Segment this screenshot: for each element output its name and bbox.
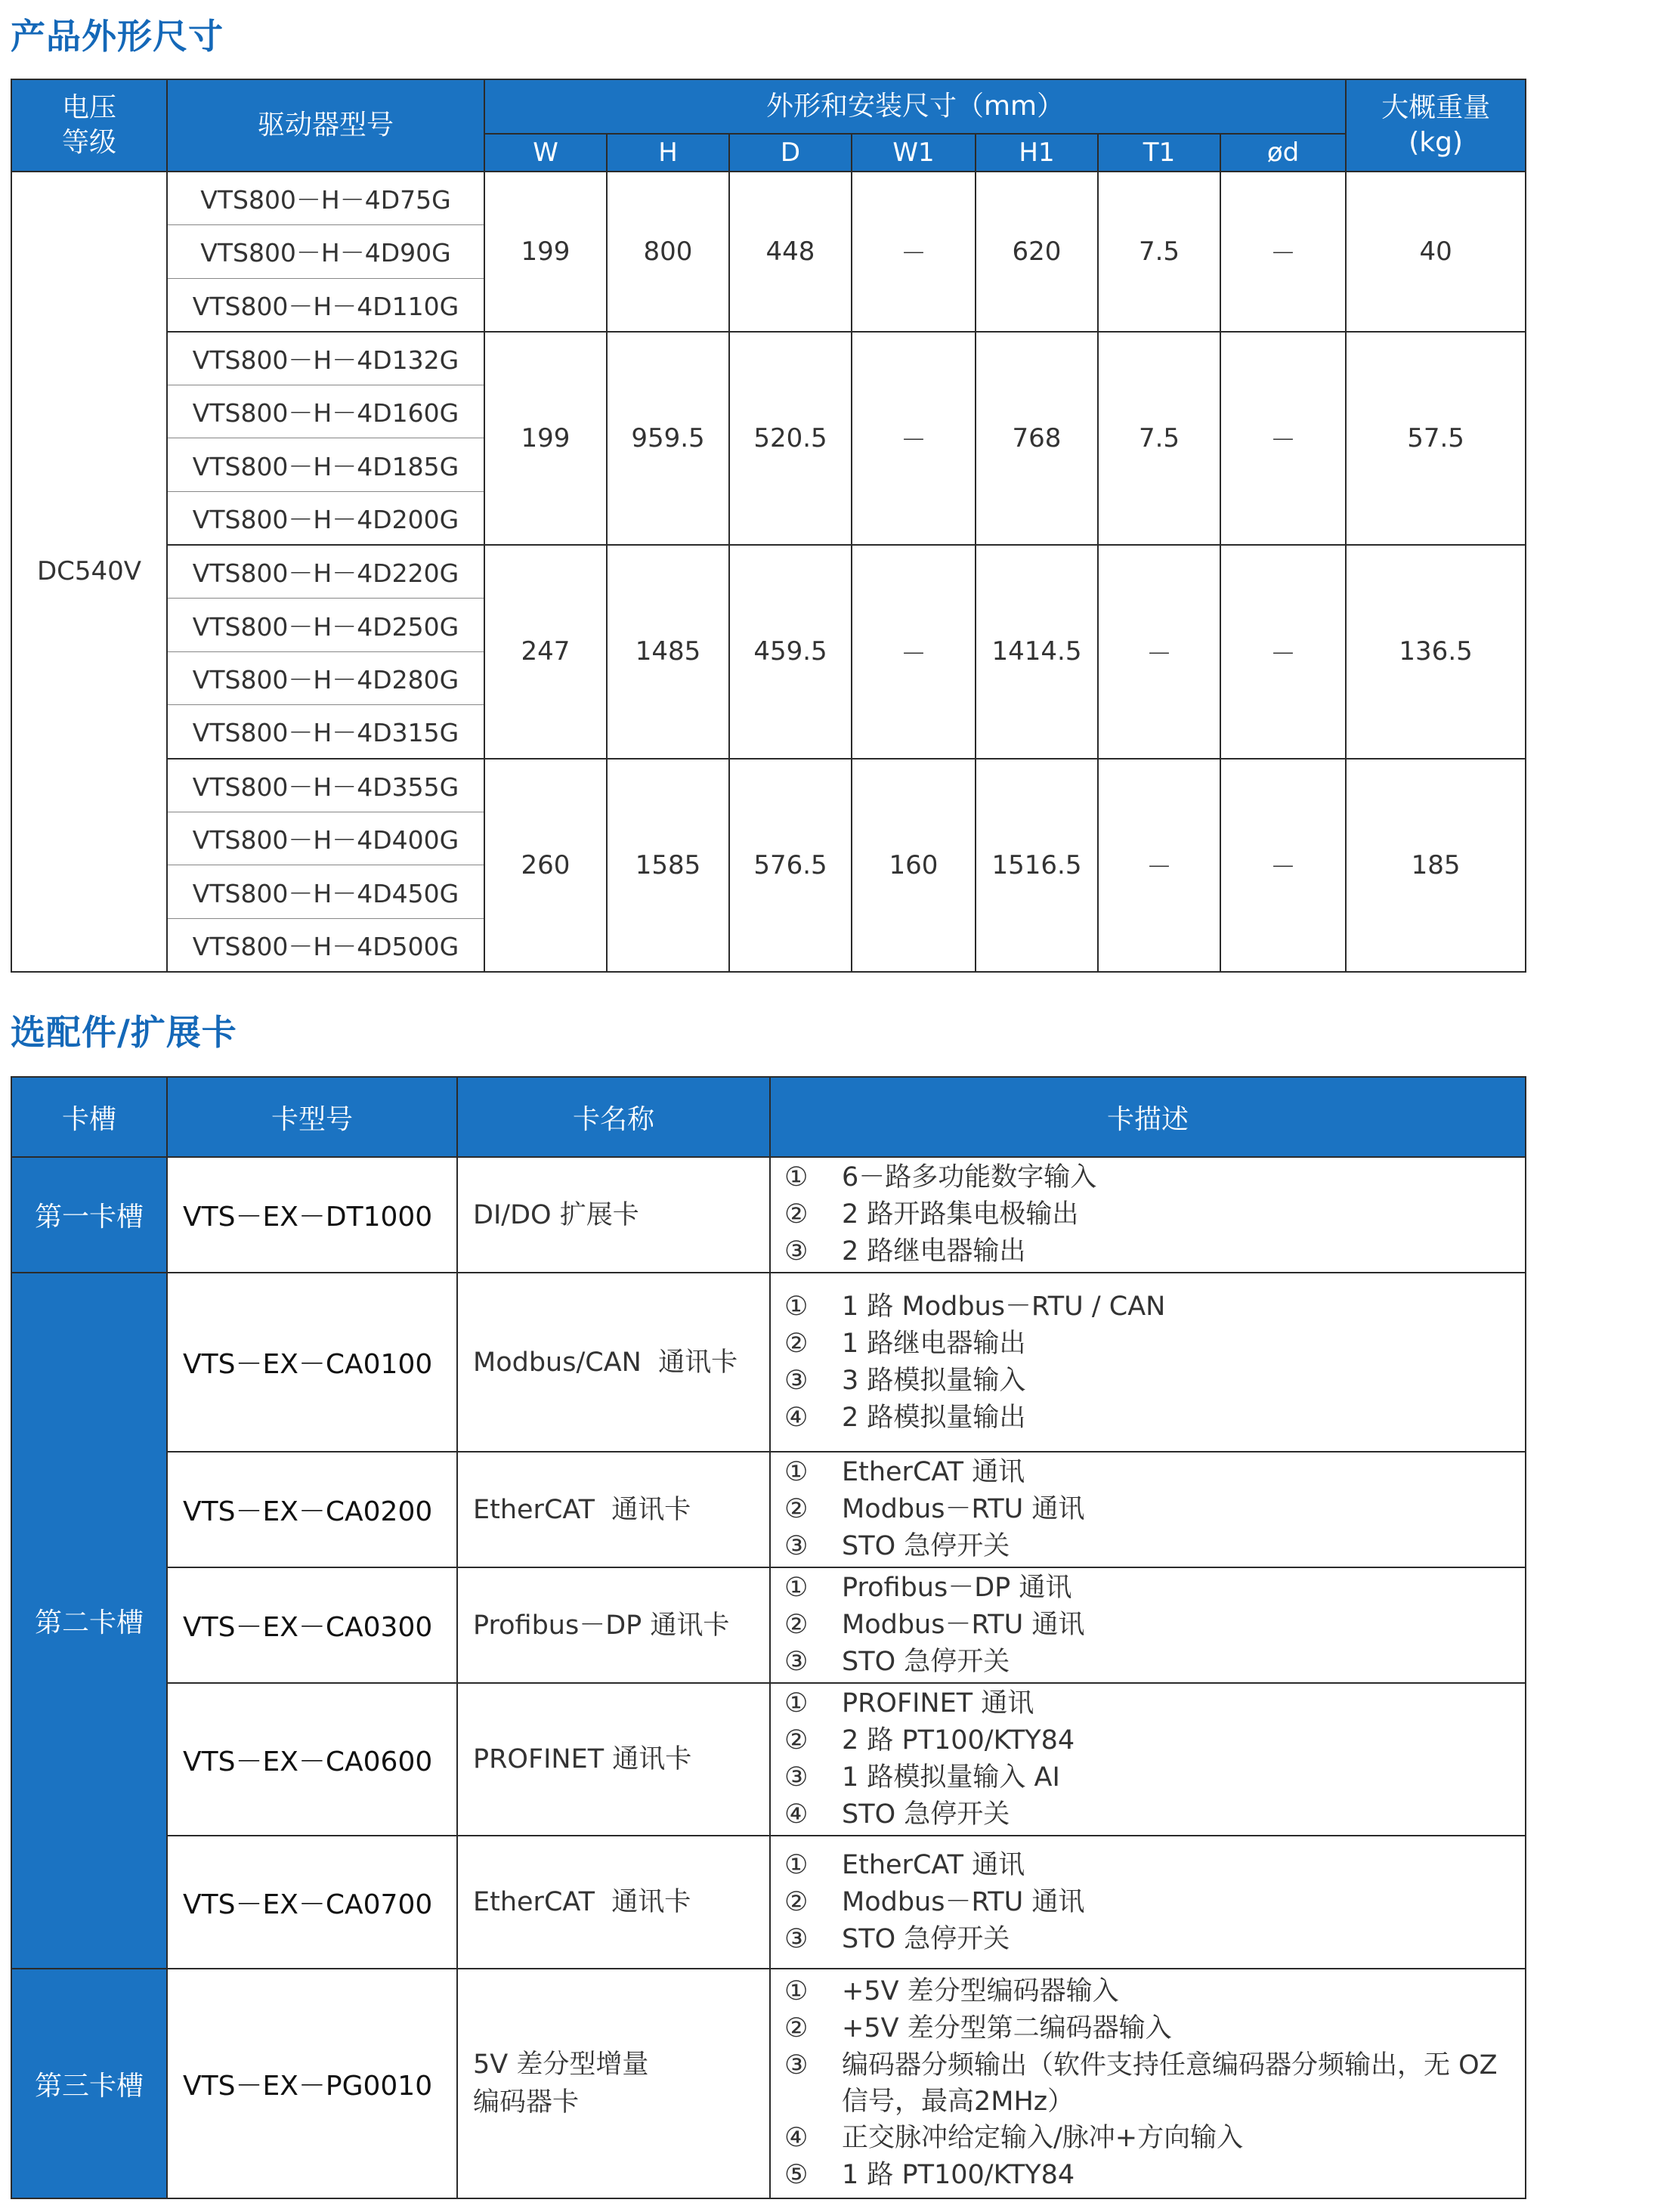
section-title-expansion-cards: 选配件/扩展卡	[11, 1012, 237, 1053]
model-cell: VTS800－H－4D132G	[167, 332, 484, 385]
desc-line	[784, 1759, 1511, 1796]
desc-line	[784, 1921, 1511, 1958]
weight-cell: 40	[1346, 172, 1526, 332]
header-d: D	[729, 134, 852, 172]
model-cell: VTS800－H－4D110G	[167, 278, 484, 332]
card-desc	[770, 1157, 1526, 1273]
d-cell: 576.5	[729, 759, 852, 972]
desc-text: STO 急停开关	[842, 1799, 1010, 1830]
card-desc	[770, 1969, 1526, 2198]
slot-cell: 第三卡槽	[11, 1969, 167, 2198]
desc-line	[784, 1796, 1511, 1833]
desc-text: 1 路 PT100/KTY84	[842, 2160, 1075, 2190]
header-desc: 卡描述	[770, 1077, 1526, 1157]
card-desc	[770, 1683, 1526, 1836]
desc-num: ①	[784, 1291, 809, 1322]
desc-num: ②	[784, 1328, 809, 1359]
desc-line	[784, 1289, 1511, 1326]
od-cell: －	[1220, 172, 1346, 332]
desc-num: ④	[784, 1402, 809, 1433]
desc-line	[784, 1884, 1511, 1921]
desc-num: ②	[784, 1610, 809, 1640]
w-cell: 199	[484, 332, 607, 545]
section-title-dimensions: 产品外形尺寸	[11, 16, 224, 57]
header-model: 驱动器型号	[167, 79, 484, 172]
desc-line	[784, 1607, 1511, 1644]
desc-text: 1 路 Modbus－RTU / CAN	[842, 1291, 1166, 1322]
h-cell: 800	[607, 172, 729, 332]
desc-line	[784, 1233, 1511, 1270]
desc-text: +5V 差分型编码器输入	[842, 1976, 1119, 2006]
desc-num: ①	[784, 1573, 809, 1603]
model-cell: VTS800－H－4D200G	[167, 492, 484, 546]
weight-cell: 185	[1346, 759, 1526, 972]
card-code: VTS－EX－PG0010	[167, 1969, 457, 2198]
w1-cell: －	[852, 545, 976, 758]
desc-line	[784, 1159, 1511, 1196]
card-code: VTS－EX－CA0600	[167, 1683, 457, 1836]
desc-text: 正交脉冲给定输入/脉冲+方向输入	[842, 2123, 1244, 2153]
desc-line	[784, 1722, 1511, 1759]
desc-line	[784, 1363, 1511, 1400]
slot-cell: 第一卡槽	[11, 1157, 167, 1273]
desc-text: 2 路继电器输出	[842, 1236, 1026, 1267]
desc-line	[784, 1685, 1511, 1722]
desc-num: ③	[784, 1365, 809, 1396]
desc-num: ④	[784, 2123, 809, 2153]
h1-cell: 768	[976, 332, 1098, 545]
header-voltage: 电压 等级	[11, 79, 167, 172]
w-cell: 260	[484, 759, 607, 972]
model-cell: VTS800－H－4D250G	[167, 599, 484, 652]
w1-cell: －	[852, 332, 976, 545]
h-cell: 1485	[607, 545, 729, 758]
header-od: ød	[1220, 134, 1346, 172]
model-cell: VTS800－H－4D160G	[167, 385, 484, 438]
desc-text: 2 路开路集电极输出	[842, 1199, 1079, 1230]
desc-text: 3 路模拟量输入	[842, 1365, 1026, 1396]
desc-text: PROFINET 通讯	[842, 1688, 1034, 1719]
d-cell: 459.5	[729, 545, 852, 758]
desc-text: 6－路多功能数字输入	[842, 1162, 1097, 1193]
slot-cell: 第二卡槽	[11, 1273, 167, 1969]
card-name: Profibus－DP 通讯卡	[457, 1567, 770, 1683]
table-row	[11, 1452, 1526, 1567]
expansion-cards-table	[11, 1076, 1526, 2199]
desc-num: ②	[784, 1725, 809, 1756]
w-cell: 199	[484, 172, 607, 332]
model-cell: VTS800－H－4D355G	[167, 759, 484, 812]
desc-num: ③	[784, 2050, 809, 2081]
header-w: W	[484, 134, 607, 172]
w1-cell: －	[852, 172, 976, 332]
desc-text: STO 急停开关	[842, 1647, 1010, 1677]
desc-num: ②	[784, 1199, 809, 1230]
header-weight: 大概重量 (kg)	[1346, 79, 1526, 172]
desc-line	[784, 1570, 1511, 1607]
h1-cell: 620	[976, 172, 1098, 332]
header-code: 卡型号	[167, 1077, 457, 1157]
header-w1: W1	[852, 134, 976, 172]
desc-line	[784, 1454, 1511, 1491]
model-cell: VTS800－H－4D500G	[167, 918, 484, 972]
desc-text: +5V 差分型第二编码器输入	[842, 2013, 1172, 2043]
table-row	[11, 332, 1526, 385]
card-desc	[770, 1273, 1526, 1452]
model-cell: VTS800－H－4D185G	[167, 438, 484, 492]
desc-num: ②	[784, 1494, 809, 1524]
header-slot: 卡槽	[11, 1077, 167, 1157]
card-desc	[770, 1452, 1526, 1567]
model-cell: VTS800－H－4D450G	[167, 865, 484, 919]
d-cell: 520.5	[729, 332, 852, 545]
card-code: VTS－EX－DT1000	[167, 1157, 457, 1273]
t1-cell: 7.5	[1098, 172, 1220, 332]
desc-text: 1 路模拟量输入 AI	[842, 1762, 1060, 1793]
w-cell: 247	[484, 545, 607, 758]
table-row	[11, 1969, 1526, 2198]
desc-num: ①	[784, 1162, 809, 1193]
card-code: VTS－EX－CA0200	[167, 1452, 457, 1567]
desc-text: 编码器分频输出（软件支持任意编码器分频输出，无 OZ 信号，最高2MHz）	[842, 2050, 1498, 2117]
weight-cell: 136.5	[1346, 545, 1526, 758]
desc-num: ①	[784, 1849, 809, 1880]
table-row	[11, 759, 1526, 812]
table-row	[11, 1836, 1526, 1969]
header-t1: T1	[1098, 134, 1220, 172]
desc-line	[784, 2010, 1511, 2047]
desc-line	[784, 1528, 1511, 1565]
t1-cell: －	[1098, 545, 1220, 758]
desc-line	[784, 2047, 1511, 2120]
h-cell: 959.5	[607, 332, 729, 545]
voltage-cell: DC540V	[11, 172, 167, 972]
desc-text: EtherCAT 通讯	[842, 1849, 1025, 1880]
od-cell: －	[1220, 759, 1346, 972]
desc-text: 2 路 PT100/KTY84	[842, 1725, 1075, 1756]
header-h: H	[607, 134, 729, 172]
model-cell: VTS800－H－4D75G	[167, 172, 484, 225]
desc-line	[784, 1196, 1511, 1233]
desc-line	[784, 1400, 1511, 1437]
model-cell: VTS800－H－4D315G	[167, 705, 484, 759]
desc-line	[784, 1973, 1511, 2010]
desc-num: ②	[784, 2013, 809, 2043]
desc-text: Profibus－DP 通讯	[842, 1573, 1072, 1603]
card-name: EtherCAT 通讯卡	[457, 1836, 770, 1969]
card-desc	[770, 1567, 1526, 1683]
model-cell: VTS800－H－4D400G	[167, 812, 484, 865]
table-row	[11, 1157, 1526, 1273]
t1-cell: 7.5	[1098, 332, 1220, 545]
desc-line	[784, 1326, 1511, 1363]
model-cell: VTS800－H－4D280G	[167, 651, 484, 705]
card-name: Modbus/CAN 通讯卡	[457, 1273, 770, 1452]
card-name: PROFINET 通讯卡	[457, 1683, 770, 1836]
desc-text: STO 急停开关	[842, 1923, 1010, 1954]
desc-num: ①	[784, 1688, 809, 1719]
desc-text: EtherCAT 通讯	[842, 1457, 1025, 1487]
desc-num: ③	[784, 1236, 809, 1267]
desc-line	[784, 1644, 1511, 1681]
desc-num: ③	[784, 1647, 809, 1677]
card-name: 5V 差分型增量 编码器卡	[457, 1969, 770, 2198]
desc-line	[784, 2157, 1511, 2194]
card-code: VTS－EX－CA0700	[167, 1836, 457, 1969]
header-h1: H1	[976, 134, 1098, 172]
desc-num: ③	[784, 1762, 809, 1793]
desc-num: ①	[784, 1457, 809, 1487]
dimensions-table	[11, 79, 1526, 973]
table-row	[11, 1567, 1526, 1683]
desc-num: ③	[784, 1531, 809, 1561]
card-code: VTS－EX－CA0300	[167, 1567, 457, 1683]
card-code: VTS－EX－CA0100	[167, 1273, 457, 1452]
desc-text: STO 急停开关	[842, 1531, 1010, 1561]
table-row	[11, 545, 1526, 599]
desc-num: ④	[784, 1799, 809, 1830]
table-row	[11, 1273, 1526, 1452]
table-row	[11, 1683, 1526, 1836]
od-cell: －	[1220, 545, 1346, 758]
card-name: EtherCAT 通讯卡	[457, 1452, 770, 1567]
card-name: DI/DO 扩展卡	[457, 1157, 770, 1273]
h1-cell: 1414.5	[976, 545, 1098, 758]
weight-cell: 57.5	[1346, 332, 1526, 545]
header-name: 卡名称	[457, 1077, 770, 1157]
desc-num: ⑤	[784, 2160, 809, 2190]
h1-cell: 1516.5	[976, 759, 1098, 972]
d-cell: 448	[729, 172, 852, 332]
w1-cell: 160	[852, 759, 976, 972]
desc-num: ③	[784, 1923, 809, 1954]
model-cell: VTS800－H－4D220G	[167, 545, 484, 599]
desc-line	[784, 1491, 1511, 1528]
desc-text: Modbus－RTU 通讯	[842, 1494, 1085, 1524]
card-desc	[770, 1836, 1526, 1969]
desc-num: ②	[784, 1886, 809, 1917]
desc-text: 2 路模拟量输出	[842, 1402, 1026, 1433]
header-dims: 外形和安装尺寸（mm）	[484, 79, 1346, 134]
desc-line	[784, 1847, 1511, 1884]
table-row	[11, 172, 1526, 225]
desc-num: ①	[784, 1976, 809, 2006]
od-cell: －	[1220, 332, 1346, 545]
model-cell: VTS800－H－4D90G	[167, 225, 484, 279]
h-cell: 1585	[607, 759, 729, 972]
desc-text: Modbus－RTU 通讯	[842, 1610, 1085, 1640]
desc-text: 1 路继电器输出	[842, 1328, 1026, 1359]
t1-cell: －	[1098, 759, 1220, 972]
desc-line	[784, 2120, 1511, 2157]
desc-text: Modbus－RTU 通讯	[842, 1886, 1085, 1917]
